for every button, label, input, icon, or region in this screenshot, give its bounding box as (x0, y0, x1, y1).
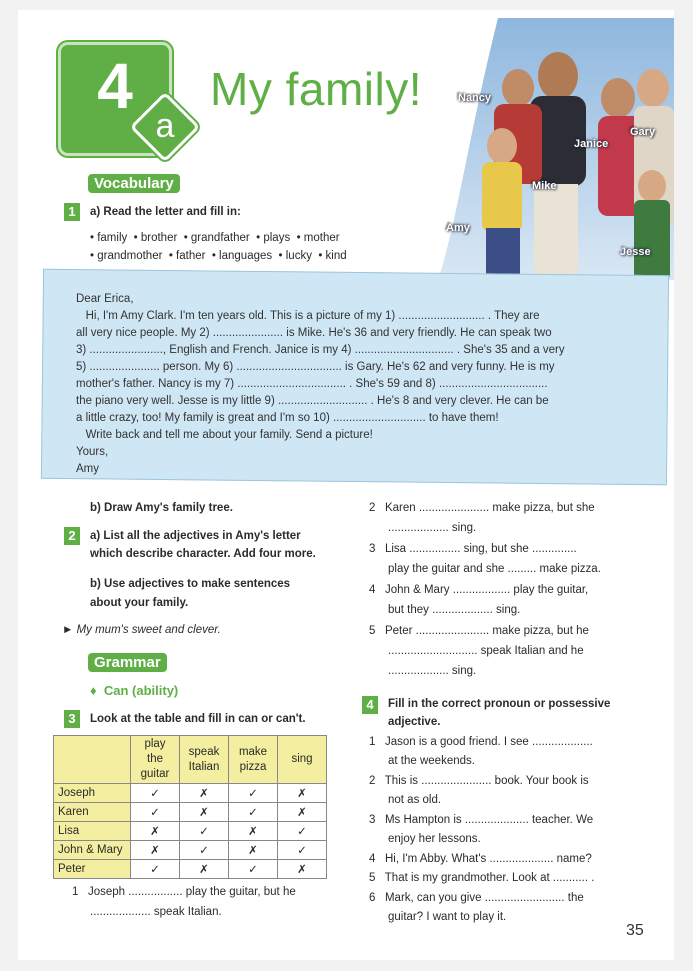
unit-letter: a (155, 107, 175, 145)
letter-line: Write back and tell me about your family. Send a picture! (76, 429, 373, 441)
exercise-4-item-1: 1 Jason is a good friend. I see ................... (369, 736, 593, 748)
photo-label-janice: Janice (574, 138, 609, 150)
letter-line: Dear Erica, (76, 293, 134, 305)
ability-table (53, 735, 327, 879)
table-header: make pizza (229, 736, 278, 784)
mark-cell: ✓ (180, 822, 229, 841)
exercise-4-title-line-1: Fill in the correct pronoun or possessive (388, 698, 611, 710)
exercise-3-item-3: 3 Lisa ................ sing, but she .............. (369, 543, 577, 555)
letter-line: Hi, I'm Amy Clark. I'm ten years old. This is a picture of my 1) ........................... . They are (76, 310, 540, 322)
letter-text (76, 291, 616, 478)
mark-cell: ✗ (180, 784, 229, 803)
mark-cell: ✓ (131, 860, 180, 879)
vocabulary-tag: Vocabulary (88, 174, 180, 193)
exercise-3-item-1-cont: ................... speak Italian. (90, 906, 222, 918)
table-row (54, 841, 327, 860)
table-header: play the guitar (131, 736, 180, 784)
photo-label-jesse: Jesse (620, 246, 651, 258)
exercise-3-number: 3 (64, 710, 80, 728)
exercise-1b-instruction: b) Draw Amy's family tree. (90, 502, 233, 514)
table-row (54, 860, 327, 879)
exercise-4-item-5: 5 That is my grandmother. Look at ........... . (369, 872, 595, 884)
exercise-4-item-3-cont: enjoy her lessons. (388, 833, 481, 845)
exercise-4-item-6-cont: guitar? I want to play it. (388, 911, 507, 923)
exercise-3-item-1: 1 Joseph ................. play the guitar, but he (72, 886, 296, 898)
exercise-2a-line-2: which describe character. Add four more. (90, 548, 316, 560)
letter-line: a little crazy, too! My family is great and I'm so 10) ............................. to have them! (76, 412, 499, 424)
row-name: Lisa (54, 822, 131, 841)
mark-cell: ✓ (229, 860, 278, 879)
exercise-3-item-2: 2 Karen ...................... make pizza, but she (369, 502, 595, 514)
row-name: Peter (54, 860, 131, 879)
exercise-3-item-5: 5 Peter ....................... make pizza, but he (369, 625, 589, 637)
row-name: John & Mary (54, 841, 131, 860)
mark-cell: ✗ (131, 822, 180, 841)
mark-cell: ✗ (180, 860, 229, 879)
exercise-4-number: 4 (362, 696, 378, 714)
mark-cell: ✓ (229, 803, 278, 822)
grammar-tag: Grammar (88, 653, 167, 672)
grammar-subtopic: ♦ Can (ability) (90, 683, 179, 698)
page-number: 35 (626, 922, 644, 939)
mark-cell: ✓ (180, 841, 229, 860)
table-header: sing (278, 736, 327, 784)
mark-cell: ✗ (180, 803, 229, 822)
exercise-3-item-4-cont: but they ................... sing. (388, 604, 521, 616)
exercise-2a-line-1: a) List all the adjectives in Amy's letter (90, 530, 301, 542)
letter-line: Amy (76, 463, 99, 475)
letter-line: the piano very well. Jesse is my little 9) ............................ . He's 8 and very clever. He can be (76, 395, 549, 407)
table-row (54, 822, 327, 841)
mark-cell: ✓ (278, 822, 327, 841)
mark-cell: ✓ (229, 784, 278, 803)
exercise-1a-instruction: a) Read the letter and fill in: (90, 206, 241, 218)
exercise-3-item-4: 4 John & Mary .................. play the guitar, (369, 584, 589, 596)
exercise-4-item-2: 2 This is ...................... book. Your book is (369, 775, 589, 787)
exercise-3-item-3-cont: play the guitar and she ......... make pizza. (388, 563, 601, 575)
mark-cell: ✗ (131, 841, 180, 860)
exercise-4-item-6: 6 Mark, can you give ......................... the (369, 892, 584, 904)
family-photo (438, 18, 674, 280)
exercise-4-item-1-cont: at the weekends. (388, 755, 475, 767)
word-list-line-2: • grandmother • father • languages • lucky • kind (90, 250, 347, 262)
exercise-2b-line-1: b) Use adjectives to make sentences (90, 578, 291, 590)
table-row (54, 803, 327, 822)
exercise-1-number: 1 (64, 203, 80, 221)
exercise-2b-line-2: about your family. (90, 597, 189, 609)
letter-line: 3) ......................., English and French. Janice is my 4) ............................... . She's 35 and a very (76, 344, 565, 356)
textbook-page (18, 10, 674, 960)
exercise-3-item-2-cont: ................... sing. (388, 522, 477, 534)
mark-cell: ✗ (278, 860, 327, 879)
page-title: My family! (210, 63, 422, 115)
photo-label-mike: Mike (532, 180, 557, 192)
letter-line: mother's father. Nancy is my 7) .................................. . She's 59 and 8) .................................. (76, 378, 548, 390)
table-row (54, 784, 327, 803)
exercise-4-item-3: 3 Ms Hampton is .................... teacher. We (369, 814, 594, 826)
photo-label-nancy: Nancy (458, 92, 492, 104)
exercise-3-item-5-cont: ............................ speak Italian and he (388, 645, 584, 657)
row-name: Karen (54, 803, 131, 822)
photo-label-gary: Gary (630, 126, 656, 138)
exercise-3-item-5-cont2: ................... sing. (388, 665, 477, 677)
table-header: speak Italian (180, 736, 229, 784)
exercise-4-item-4: 4 Hi, I'm Abby. What's .................... name? (369, 853, 592, 865)
table-corner (54, 736, 131, 784)
mark-cell: ✓ (278, 841, 327, 860)
mark-cell: ✗ (229, 841, 278, 860)
mark-cell: ✗ (278, 803, 327, 822)
letter-line: 5) ...................... person. My 6) ................................. is Gary. He's 62 and very funny. He is my (76, 361, 555, 373)
word-list-line-1: • family • brother • grandfather • plays • mother (90, 232, 340, 244)
row-name: Joseph (54, 784, 131, 803)
exercise-2-number: 2 (64, 527, 80, 545)
exercise-3-instruction: Look at the table and fill in can or can't. (90, 713, 306, 725)
exercise-2-example: ► My mum's sweet and clever. (62, 624, 221, 636)
mark-cell: ✓ (131, 803, 180, 822)
exercise-4-title-line-2: adjective. (388, 716, 441, 728)
letter-line: Yours, (76, 446, 109, 458)
unit-number: 4 (97, 50, 133, 122)
letter-line: all very nice people. My 2) ...................... is Mike. He's 36 and very friendly. He can speak two (76, 327, 552, 339)
mark-cell: ✗ (278, 784, 327, 803)
mark-cell: ✓ (131, 784, 180, 803)
photo-label-amy: Amy (446, 222, 470, 234)
mark-cell: ✗ (229, 822, 278, 841)
exercise-4-item-2-cont: not as old. (388, 794, 442, 806)
